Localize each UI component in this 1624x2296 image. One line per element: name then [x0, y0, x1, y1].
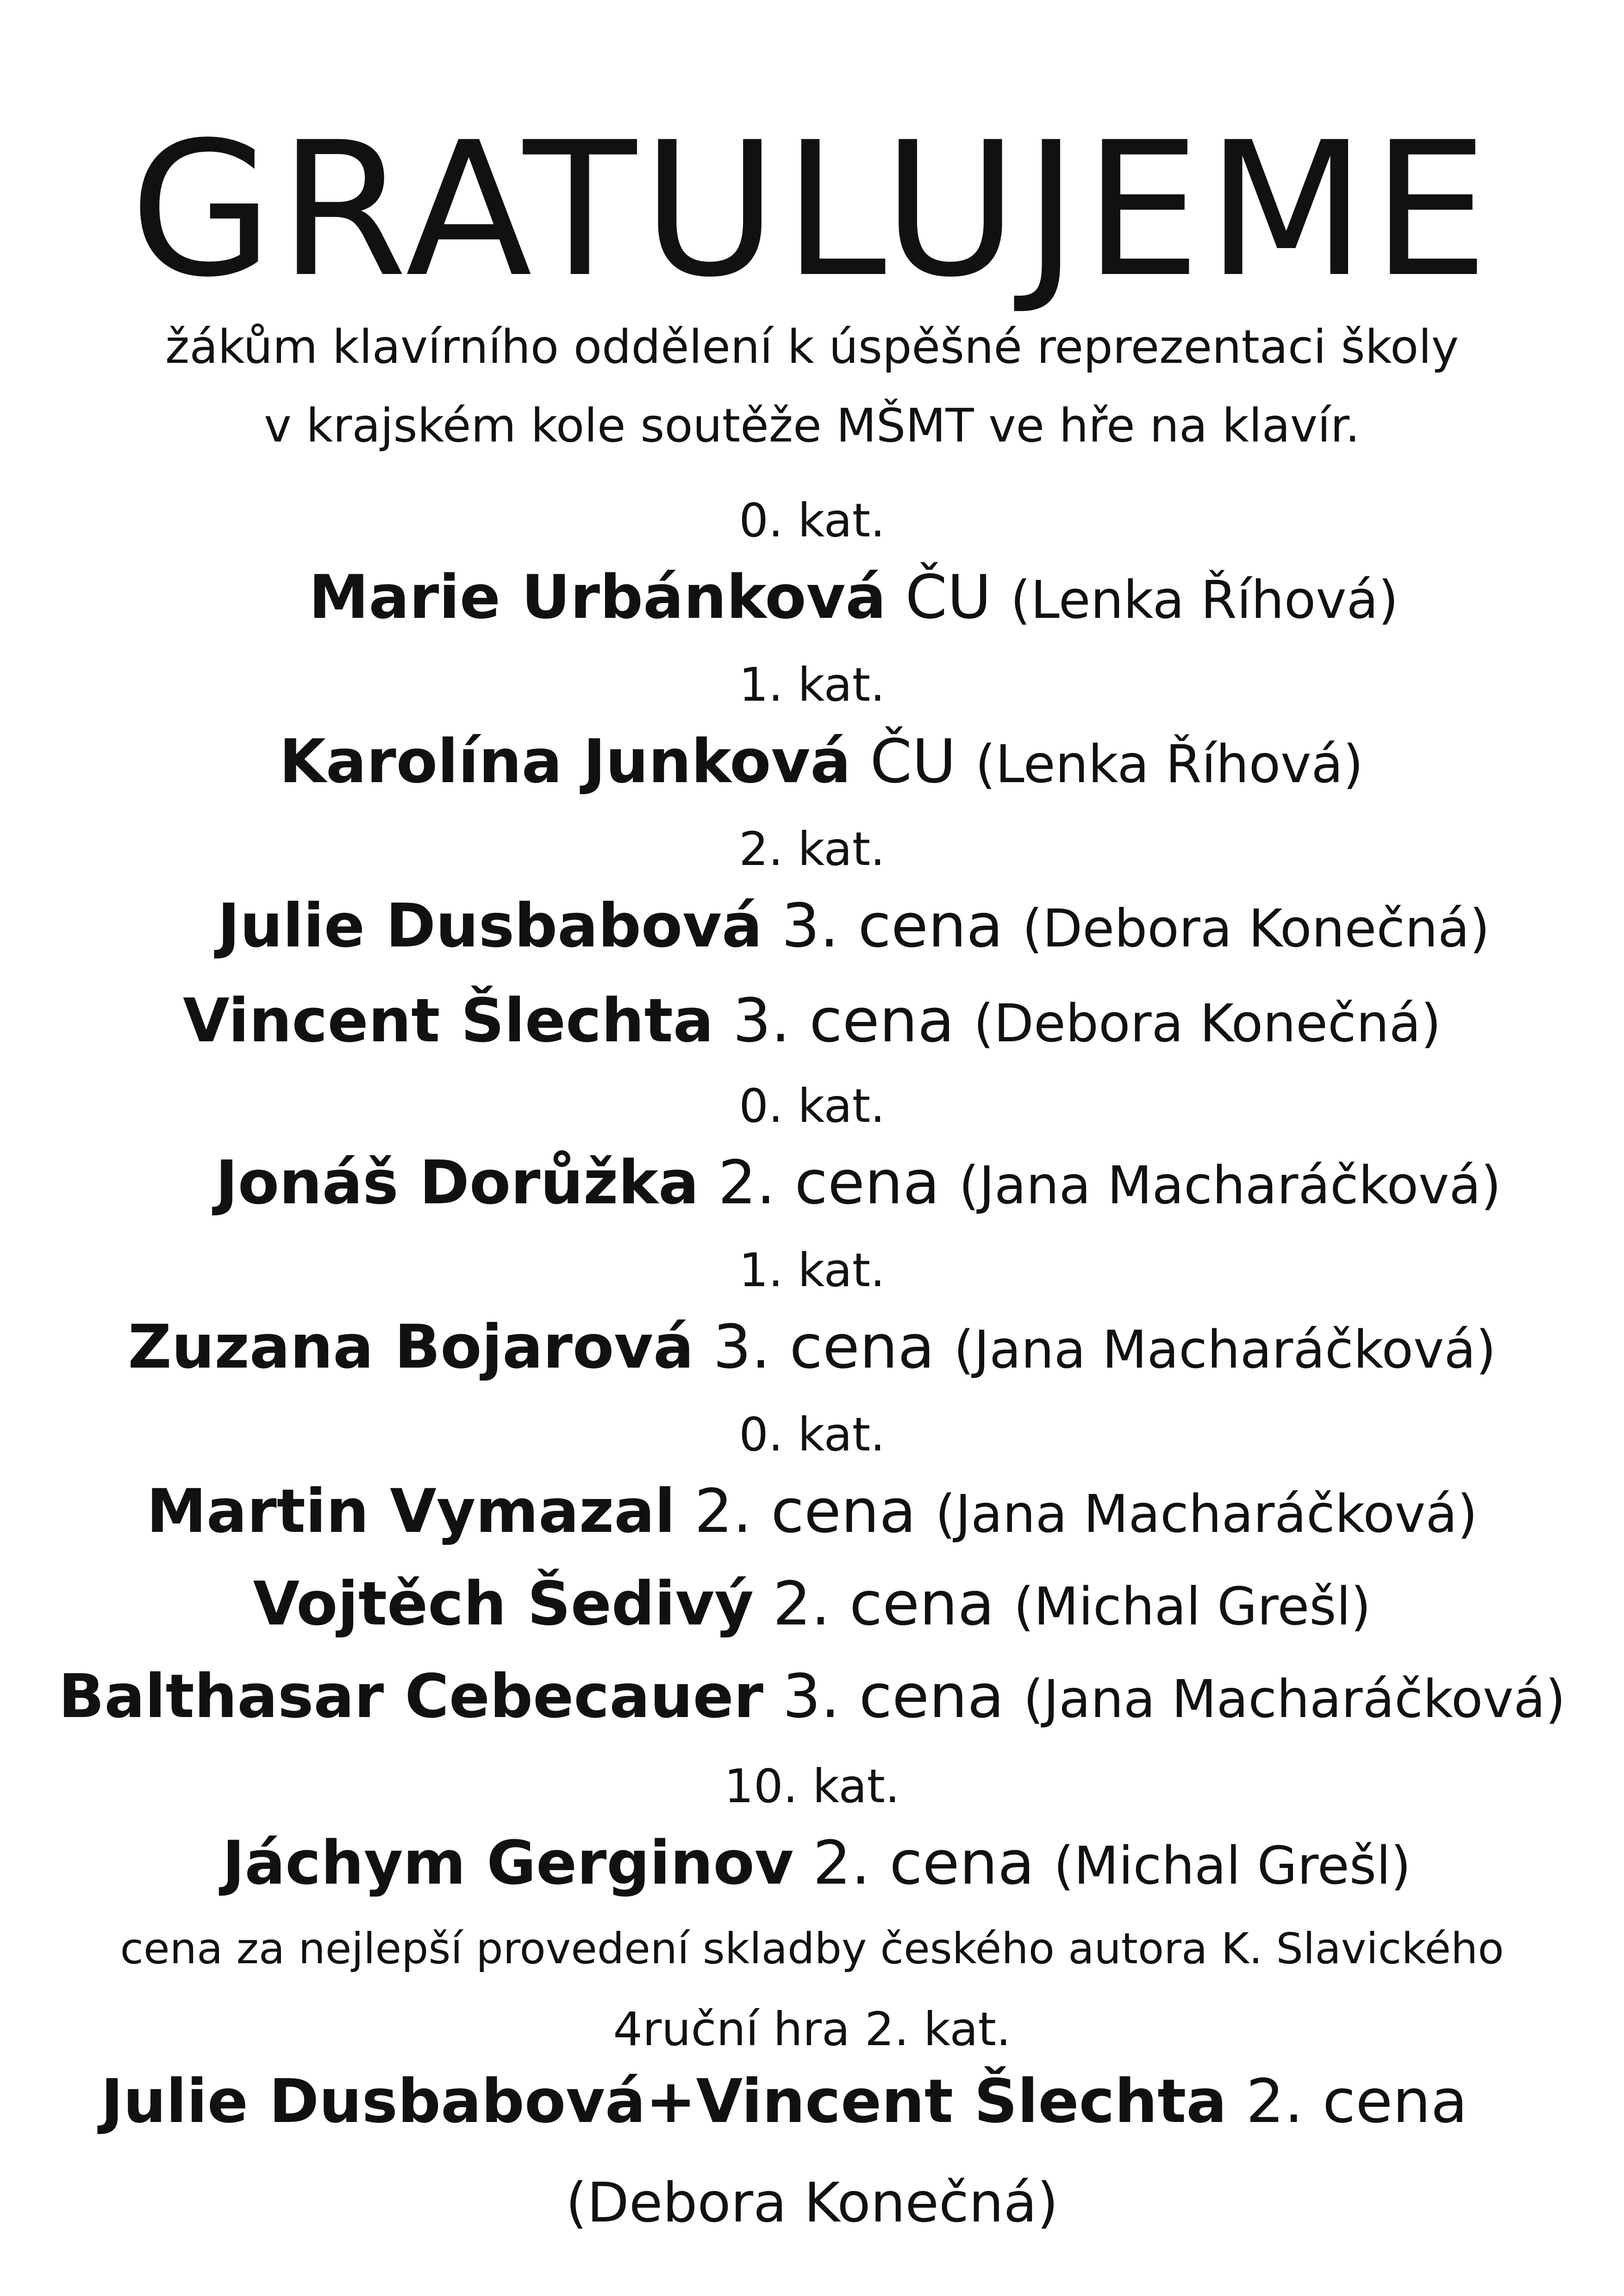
award: 3. cena — [732, 985, 955, 1056]
student-name: Balthasar Cebecauer — [58, 1661, 763, 1731]
category-heading: 2. kat. — [739, 822, 885, 876]
result-entry — [0, 1312, 1624, 1382]
category-heading: 1. kat. — [739, 1243, 885, 1297]
category-heading: 4ruční hra 2. kat. — [613, 2002, 1011, 2056]
result-entry — [0, 1147, 1624, 1218]
student-name: Zuzana Bojarová — [128, 1312, 694, 1382]
teacher: (Jana Macharáčková) — [959, 1156, 1501, 1216]
award: ČU — [905, 562, 992, 632]
page-title: GRATULUJEME — [130, 103, 1494, 318]
award: 3. cena — [713, 1312, 935, 1382]
student-name: Vincent Šlechta — [183, 985, 714, 1056]
teacher-label: (Debora Konečná) — [565, 2171, 1059, 2234]
intro-line-1: žákům klavírního oddělení k úspěšné reprezentaci školy — [165, 320, 1459, 374]
teacher: (Debora Konečná) — [1022, 899, 1490, 959]
result-entry — [0, 726, 1624, 796]
student-name: Jáchym Gerginov — [222, 1828, 794, 1898]
teacher: (Michal Grešl) — [1054, 1836, 1411, 1896]
category-heading: 0. kat. — [739, 493, 885, 548]
teacher: (Michal Grešl) — [1013, 1577, 1371, 1637]
award: 2. cena — [718, 1147, 940, 1218]
category-heading: 10. kat. — [724, 1759, 900, 1813]
category-heading: 1. kat. — [739, 658, 885, 712]
student-name: Jonáš Dorůžka — [215, 1147, 699, 1218]
teacher — [0, 2171, 1624, 2234]
intro-line-2: v krajském kole soutěže MŠMT ve hře na klavír. — [264, 398, 1360, 453]
teacher: (Jana Macharáčková) — [954, 1320, 1496, 1380]
category-heading: 0. kat. — [739, 1407, 885, 1462]
student-name: Julie Dusbabová — [217, 890, 762, 961]
award: ČU — [870, 726, 956, 796]
category-heading: 0. kat. — [739, 1079, 885, 1133]
student-name: Vojtěch Šedivý — [253, 1568, 754, 1639]
result-entry — [0, 1661, 1624, 1731]
teacher: (Lenka Říhová) — [975, 734, 1363, 795]
award: 3. cena — [782, 1661, 1005, 1731]
student-name: Martin Vymazal — [146, 1476, 675, 1546]
result-entry — [0, 2066, 1624, 2136]
result-entry — [0, 562, 1624, 632]
result-entry — [0, 1476, 1624, 1546]
award: 3. cena — [781, 890, 1003, 961]
award: 2. cena — [812, 1828, 1035, 1898]
award: 2. cena — [1246, 2066, 1468, 2136]
teacher: (Jana Macharáčková) — [935, 1484, 1478, 1544]
student-name: Julie Dusbabová+Vincent Šlechta — [100, 2066, 1227, 2136]
special-award-note: cena za nejlepší provedení skladby českého autora K. Slavického — [120, 1924, 1504, 1973]
student-name: Karolína Junková — [279, 726, 851, 796]
result-entry — [0, 1568, 1624, 1639]
award: 2. cena — [694, 1476, 916, 1546]
result-entry — [0, 1828, 1624, 1898]
teacher: (Lenka Říhová) — [1010, 570, 1399, 630]
award: 2. cena — [773, 1568, 995, 1639]
teacher: (Jana Macharáčková) — [1023, 1669, 1566, 1730]
result-entry — [0, 890, 1624, 961]
result-entry — [0, 985, 1624, 1056]
student-name: Marie Urbánková — [309, 562, 887, 632]
teacher: (Debora Konečná) — [974, 994, 1441, 1054]
